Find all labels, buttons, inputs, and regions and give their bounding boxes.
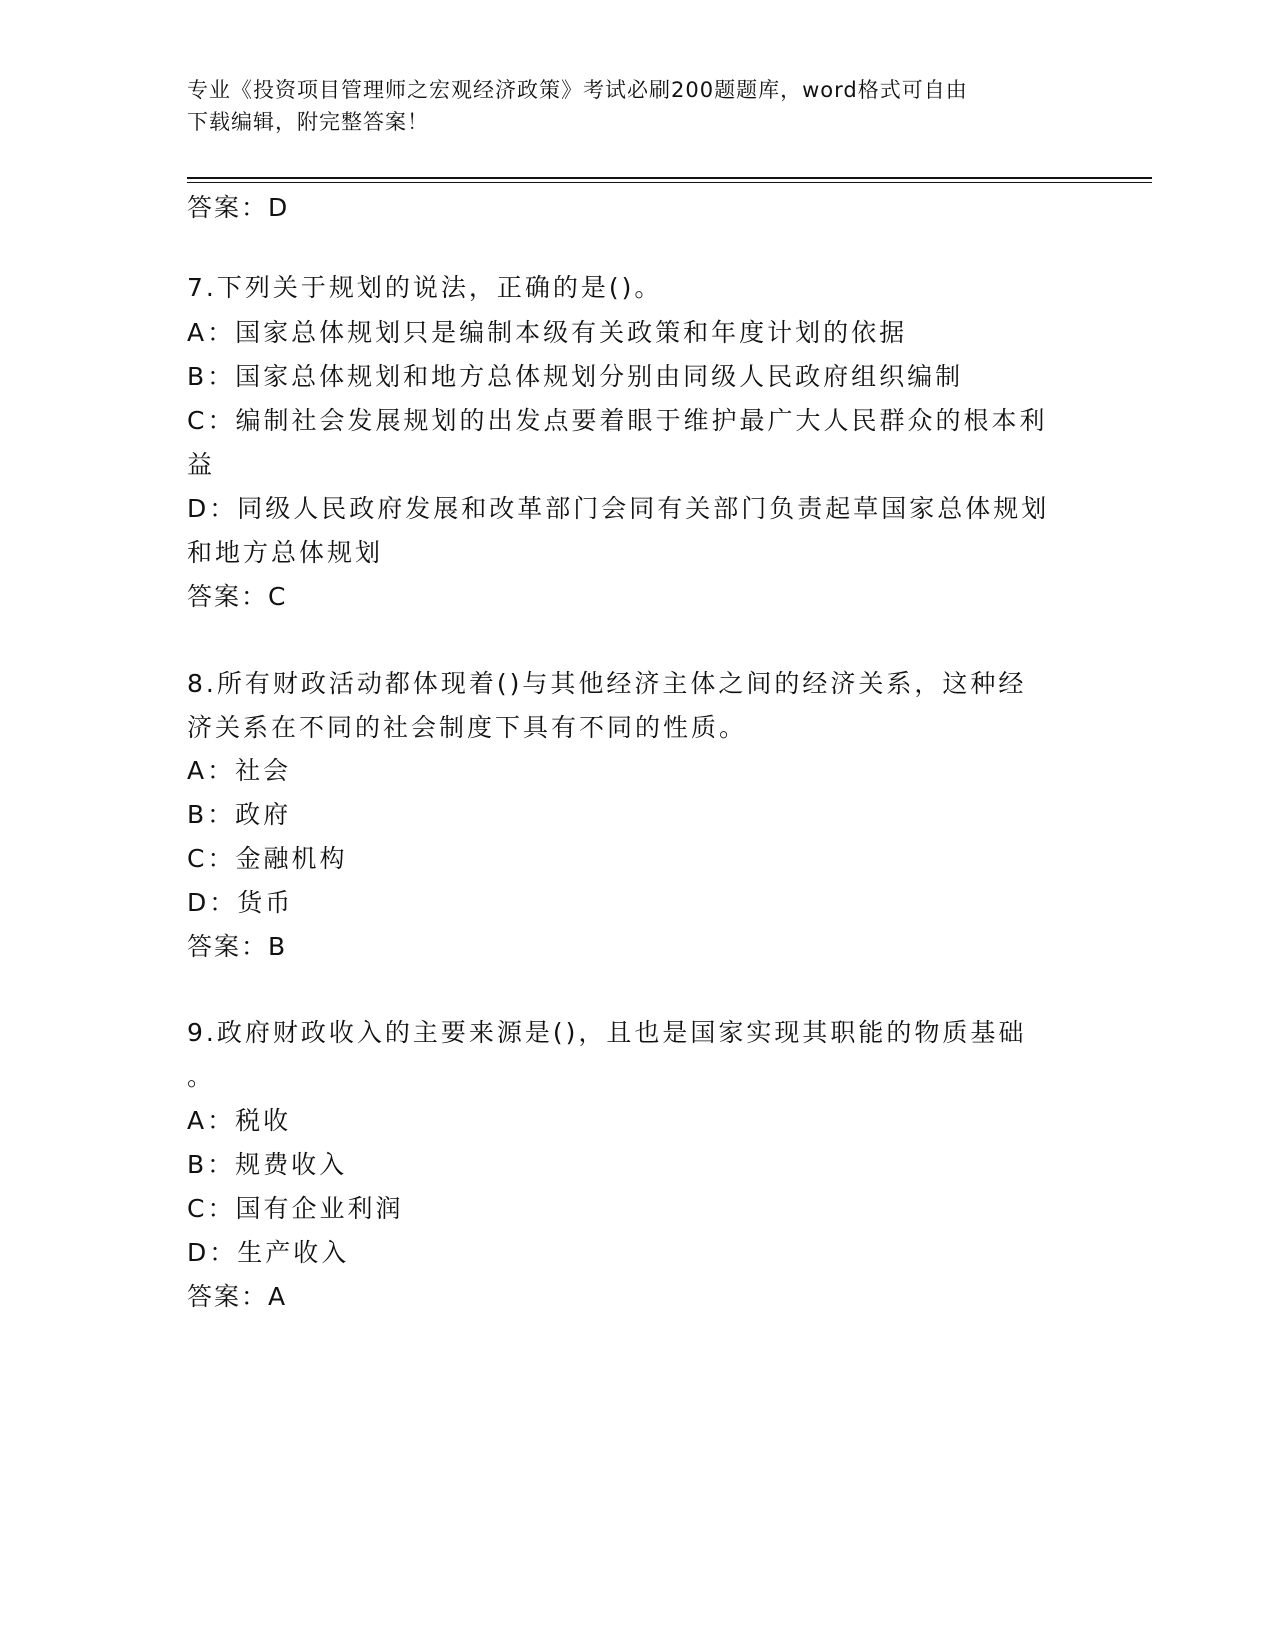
question-9-stem-line1: 9.政府财政收入的主要来源是()，且也是国家实现其职能的物质基础 (187, 1018, 1027, 1047)
previous-answer: 答案：D (187, 193, 290, 222)
question-8-option-d: D：货币 (187, 888, 294, 917)
question-7-option-d-line1: D：同级人民政府发展和改革部门会同有关部门负责起草国家总体规划 (187, 494, 1050, 523)
header-rule-thick (187, 177, 1152, 179)
question-9-option-b: B：规费收入 (187, 1150, 348, 1179)
question-9-answer: 答案：A (187, 1282, 288, 1311)
header-line-1: 专业《投资项目管理师之宏观经济政策》考试必刷200题题库，word格式可自由 (187, 78, 968, 102)
question-8-option-b: B：政府 (187, 800, 292, 829)
header-rule-thin (187, 182, 1152, 183)
question-8-option-a: A：社会 (187, 756, 292, 785)
question-9-option-c: C：国有企业利润 (187, 1194, 404, 1223)
document-header (187, 74, 1067, 138)
question-8-option-c: C：金融机构 (187, 844, 348, 873)
question-8-answer: 答案：B (187, 932, 288, 961)
question-8-stem-line1: 8.所有财政活动都体现着()与其他经济主体之间的经济关系，这种经 (187, 669, 1027, 698)
question-7-option-a: A：国家总体规划只是编制本级有关政策和年度计划的依据 (187, 318, 908, 347)
question-9-stem-line2: 。 (187, 1062, 216, 1091)
header-line-2: 下载编辑，附完整答案！ (187, 110, 429, 134)
question-9-option-d: D：生产收入 (187, 1238, 350, 1267)
question-7-option-c-line2: 益 (187, 450, 216, 479)
question-7-option-c-line1: C：编制社会发展规划的出发点要着眼于维护最广大人民群众的根本利 (187, 406, 1048, 435)
question-7-answer: 答案：C (187, 582, 288, 611)
question-8-stem-line2: 济关系在不同的社会制度下具有不同的性质。 (187, 713, 748, 742)
question-7-option-d-line2: 和地方总体规划 (187, 538, 384, 567)
question-9-option-a: A：税收 (187, 1106, 292, 1135)
question-7-stem: 7.下列关于规划的说法，正确的是()。 (187, 273, 663, 302)
question-7-option-b: B：国家总体规划和地方总体规划分别由同级人民政府组织编制 (187, 362, 964, 391)
